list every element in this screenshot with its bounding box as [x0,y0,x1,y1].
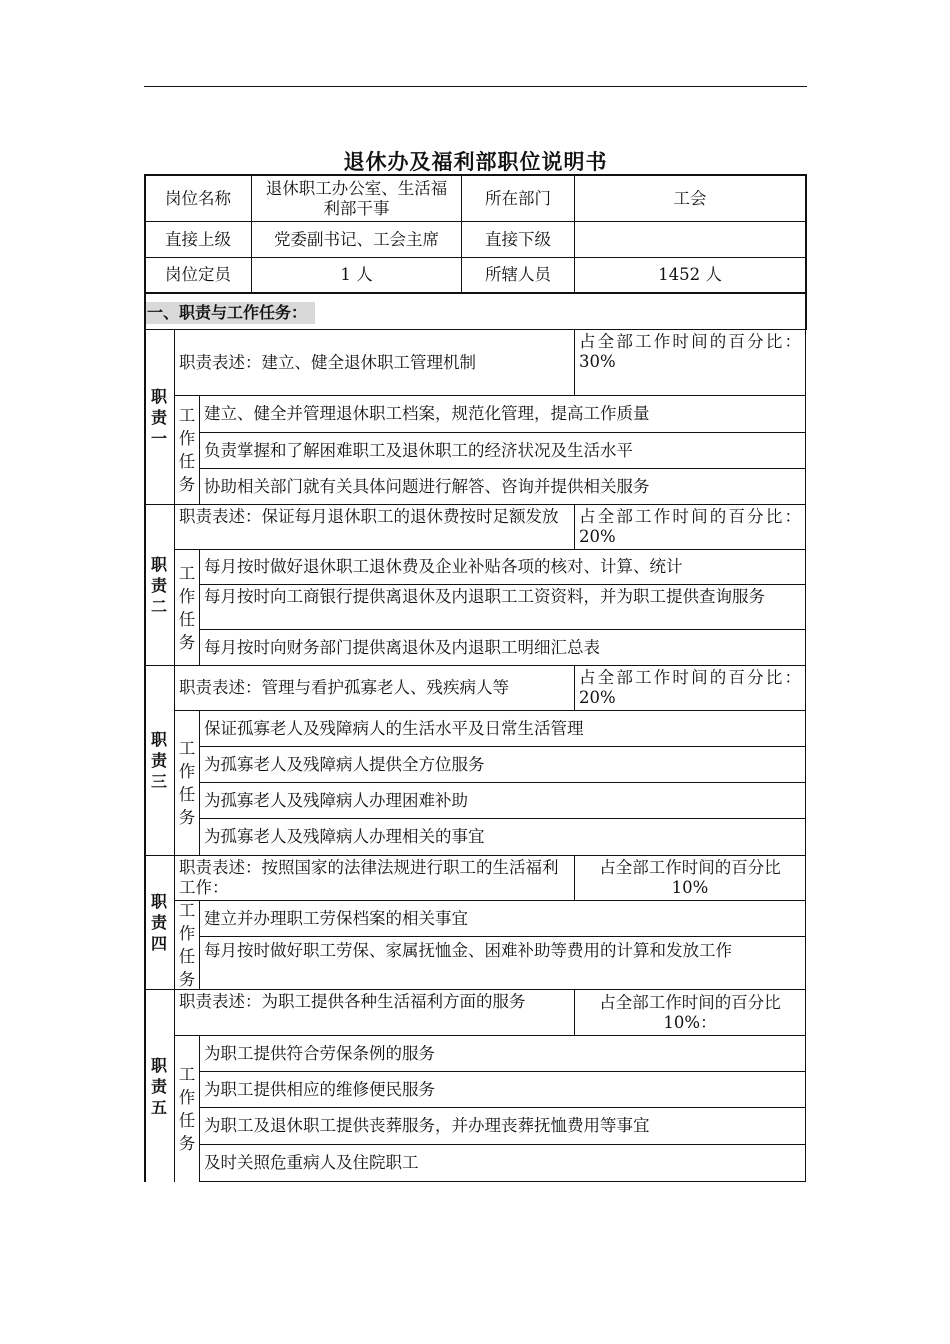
task-label: 工 作 任 务 [178,901,196,989]
task-item: 每月按时做好退休职工退休费及企业补贴各项的核对、计算、统计 [204,557,683,576]
task-item: 及时关照危重病人及住院职工 [204,1153,419,1172]
section-heading: 一、职责与工作任务： [145,302,315,324]
superior-value: 党委副书记、工会主席 [274,229,439,249]
duty-label: 职 责 四 [150,892,167,953]
position-name-label: 岗位名称 [165,188,231,208]
duty-description: 职责表述：建立、健全退休职工管理机制 [179,352,476,372]
duty-description: 职责表述：管理与看护孤寡老人、残疾病人等 [179,678,509,697]
task-item: 为职工及退休职工提供丧葬服务，并办理丧葬抚恤费用等事宜 [204,1116,650,1135]
task-item: 每月按时向工商银行提供离退休及内退职工工资资料，并为职工提供查询服务 [204,587,765,606]
task-item: 为孤寡老人及残障病人办理困难补助 [204,790,468,810]
task-item: 为孤寡老人及残障病人办理相关的事宜 [204,827,485,846]
task-item: 保证孤寡老人及残障病人的生活水平及日常生活管理 [204,718,584,738]
subordinate-value [575,222,805,257]
task-item: 协助相关部门就有关具体问题进行解答、咨询并提供相关服务 [204,476,650,496]
task-item: 建立、健全并管理退休职工档案，规范化管理，提高工作质量 [204,404,650,423]
task-item: 负责掌握和了解困难职工及退休职工的经济状况及生活水平 [204,440,633,460]
duty-percent: 占全部工作时间的百分比 10% [599,858,781,897]
managed-label: 所辖人员 [485,265,551,284]
duty-percent: 占全部工作时间的百分比 10%： [599,992,781,1032]
duty-percent: 占全部工作时间的百分比：20% [579,507,801,546]
managed-value: 1452 人 [658,265,722,284]
duty-label: 职 责 一 [150,386,167,448]
duty-label: 职 责 二 [150,554,167,616]
header-rule [144,86,807,87]
task-item: 为职工提供符合劳保条例的服务 [204,1043,435,1063]
task-item: 每月按时向财务部门提供离退休及内退职工明细汇总表 [204,637,600,657]
task-item: 建立并办理职工劳保档案的相关事宜 [204,908,468,928]
task-label: 工 作 任 务 [178,739,196,827]
department-label: 所在部门 [485,188,551,208]
task-label: 工 作 任 务 [178,406,196,494]
department-value: 工会 [673,188,707,208]
quota-value: 1 人 [340,265,373,284]
duty-percent: 占全部工作时间的百分比：30% [579,332,801,371]
duty-description: 职责表述：按照国家的法律法规进行职工的生活福利工作： [179,858,559,897]
duty-description: 职责表述：保证每月退休职工的退休费按时足额发放 [179,507,559,526]
duty-percent: 占全部工作时间的百分比：20% [579,668,801,707]
task-item: 每月按时做好职工劳保、家属抚恤金、困难补助等费用的计算和发放工作 [204,941,732,960]
quota-label: 岗位定员 [165,265,231,284]
position-name-value: 退休职工办公室、生活福利部干事 [265,178,448,218]
superior-label: 直接上级 [165,229,231,249]
task-item: 为孤寡老人及残障病人提供全方位服务 [204,754,485,774]
duty-description: 职责表述：为职工提供各种生活福利方面的服务 [179,992,526,1011]
task-label: 工 作 任 务 [178,1065,196,1153]
duty-label: 职 责 三 [150,730,167,791]
subordinate-label: 直接下级 [485,229,551,249]
duty-label: 职 责 五 [150,1055,167,1117]
page-title: 退休办及福利部职位说明书 [343,150,608,174]
task-item: 为职工提供相应的维修便民服务 [204,1079,435,1099]
task-label: 工 作 任 务 [178,563,196,652]
